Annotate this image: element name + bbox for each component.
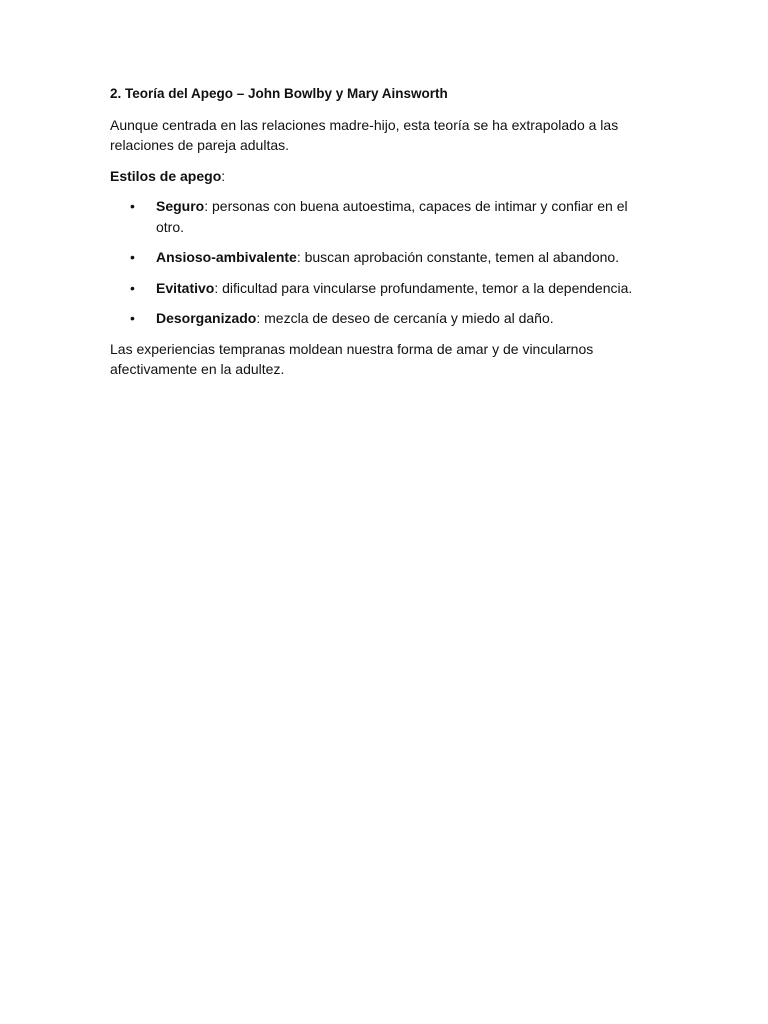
bullet-icon: •	[130, 249, 135, 265]
bullet-icon: •	[130, 198, 135, 214]
bullet-icon: •	[130, 279, 135, 296]
styles-label	[110, 166, 658, 187]
attachment-styles-list	[110, 196, 658, 329]
intro-paragraph: Aunque centrada en las relaciones madre-hijo, esta teoría se ha extrapolado a las relaciones de pareja adultas.	[110, 116, 619, 153]
styles-label-text: Estilos de apego	[110, 167, 222, 184]
style-term: Seguro	[156, 198, 205, 214]
style-term: Ansioso-ambivalente	[156, 249, 297, 265]
style-description: : mezcla de deseo de cercanía y miedo al daño.	[256, 310, 554, 326]
styles-label-colon: :	[221, 167, 226, 184]
style-term: Desorganizado	[156, 310, 257, 326]
style-description: : buscan aprobación constante, temen al abandono.	[296, 249, 620, 265]
section-heading: 2. Teoría del Apego – John Bowlby y Mary Ainsworth	[110, 86, 448, 101]
conclusion-paragraph: Las experiencias tempranas moldean nuestra forma de amar y de vincularnos afectivamente en la adultez.	[110, 340, 594, 377]
document-page	[110, 84, 658, 390]
list-item	[110, 247, 658, 268]
list-item	[110, 308, 658, 329]
style-description: : dificultad para vincularse profundamente, temor a la dependencia.	[214, 279, 633, 296]
style-term: Evitativo	[156, 279, 215, 296]
list-item	[110, 196, 658, 237]
style-description: : personas con buena autoestima, capaces de intimar y confiar en el otro.	[156, 198, 628, 235]
bullet-icon: •	[130, 310, 135, 326]
list-item	[110, 278, 658, 299]
